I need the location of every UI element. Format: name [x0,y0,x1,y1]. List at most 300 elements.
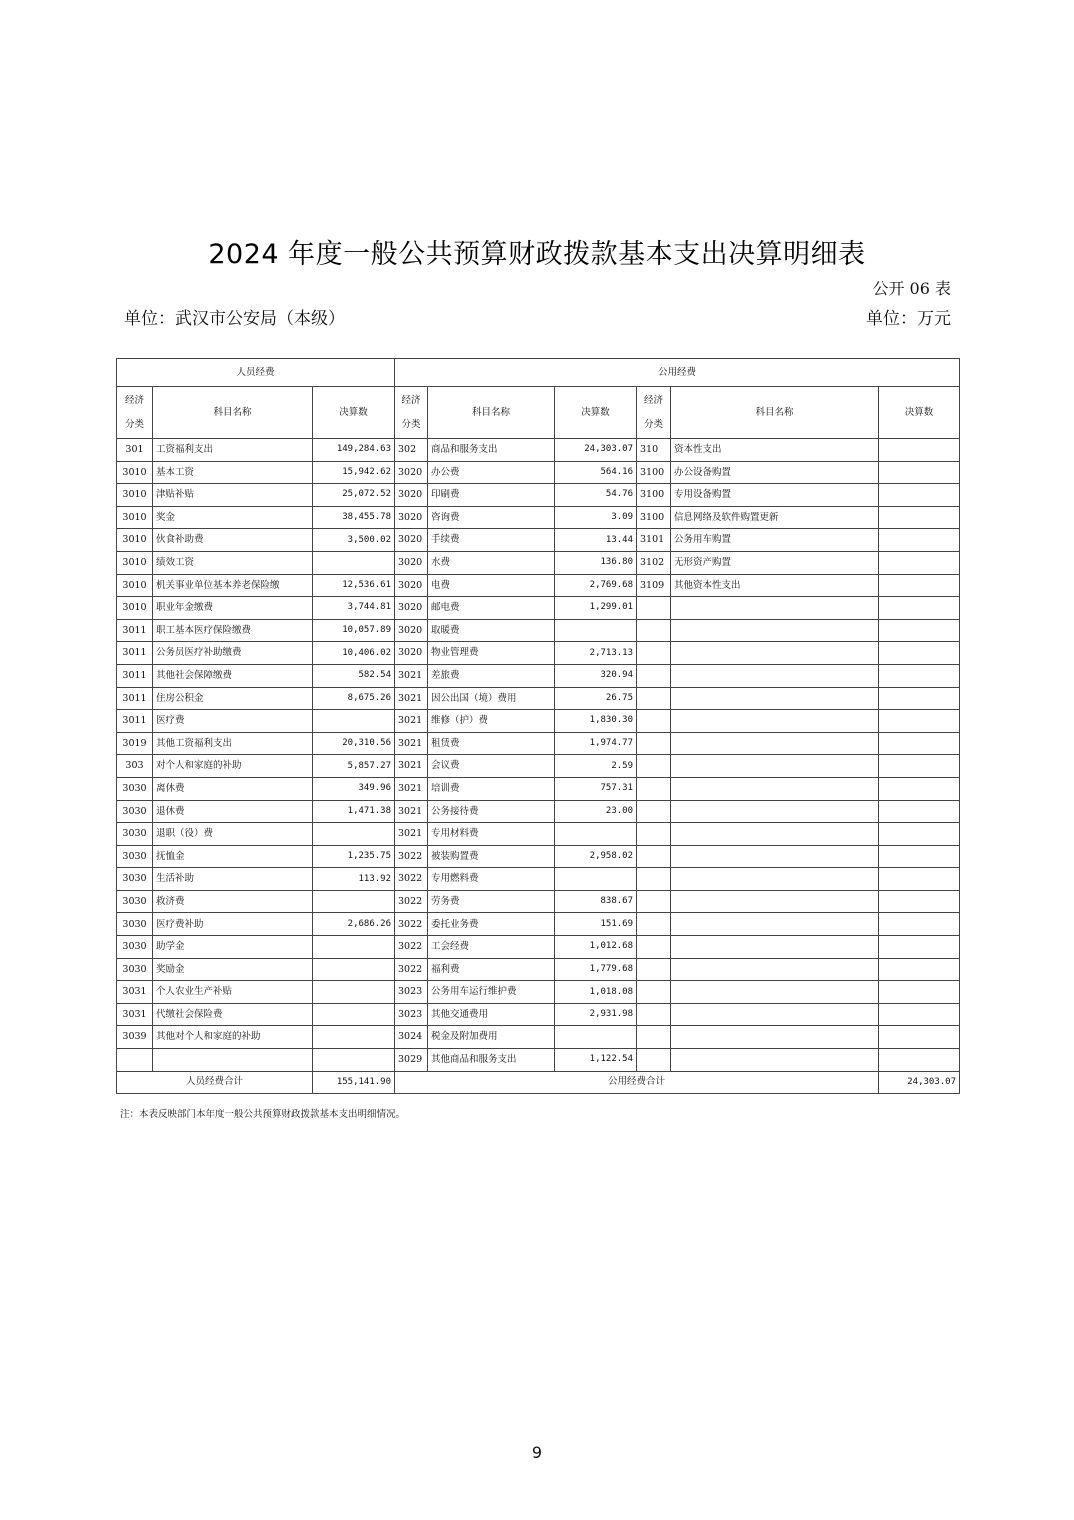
capital-code [637,777,671,800]
personnel-amount [313,1049,395,1072]
personnel-name: 医疗费补助 [153,913,313,936]
public-code: 3022 [395,890,428,913]
capital-code [637,936,671,959]
personnel-code: 3031 [117,981,153,1004]
capital-name [671,823,879,846]
public-amount: 136.80 [555,551,637,574]
personnel-name: 代缴社会保险费 [153,1003,313,1026]
public-name: 劳务费 [428,890,555,913]
public-amount: 1,122.54 [555,1049,637,1072]
personnel-code: 3011 [117,687,153,710]
public-code: 3022 [395,958,428,981]
capital-code [637,710,671,733]
personnel-amount: 20,310.56 [313,732,395,755]
personnel-name: 救济费 [153,890,313,913]
table-row [117,574,960,597]
public-name: 被装购置费 [428,845,555,868]
public-amount: 23.00 [555,800,637,823]
personnel-code: 3011 [117,642,153,665]
personnel-amount [313,1026,395,1049]
personnel-code: 3019 [117,732,153,755]
capital-code [637,664,671,687]
personnel-code: 3031 [117,1003,153,1026]
capital-code: 3102 [637,551,671,574]
public-name: 委托业务费 [428,913,555,936]
header-code: 经济 分类 [117,387,153,439]
personnel-code: 303 [117,755,153,778]
public-name: 福利费 [428,958,555,981]
personnel-amount: 1,471.38 [313,800,395,823]
capital-name [671,890,879,913]
public-name: 咨询费 [428,506,555,529]
public-code: 3020 [395,597,428,620]
personnel-amount [313,823,395,846]
public-code: 3021 [395,755,428,778]
public-amount: 2,958.02 [555,845,637,868]
capital-amount [879,1049,960,1072]
capital-amount [879,1003,960,1026]
header-name: 科目名称 [153,387,313,439]
public-code: 3024 [395,1026,428,1049]
capital-amount [879,755,960,778]
personnel-name: 医疗费 [153,710,313,733]
table-row [117,823,960,846]
public-name: 电费 [428,574,555,597]
public-code: 3020 [395,619,428,642]
table-row [117,936,960,959]
capital-code: 3109 [637,574,671,597]
capital-amount [879,461,960,484]
personnel-amount: 12,536.61 [313,574,395,597]
personnel-name: 助学金 [153,936,313,959]
personnel-amount: 10,406.02 [313,642,395,665]
table-row [117,913,960,936]
header-amount: 决算数 [313,387,395,439]
personnel-amount: 1,235.75 [313,845,395,868]
capital-name [671,958,879,981]
capital-name [671,800,879,823]
capital-name: 专用设备购置 [671,484,879,507]
capital-code: 3100 [637,461,671,484]
capital-amount [879,913,960,936]
public-code: 3023 [395,981,428,1004]
personnel-name: 住房公积金 [153,687,313,710]
capital-name: 其他资本性支出 [671,574,879,597]
public-code: 3020 [395,551,428,574]
section-public: 公用经费 [395,359,960,387]
personnel-name: 其他社会保障缴费 [153,664,313,687]
public-name: 差旅费 [428,664,555,687]
personnel-amount: 3,744.81 [313,597,395,620]
personnel-code: 3010 [117,551,153,574]
capital-amount [879,800,960,823]
capital-code [637,597,671,620]
capital-amount [879,845,960,868]
public-total-label: 公用经费合计 [395,1071,879,1093]
personnel-code: 3011 [117,710,153,733]
public-amount: 151.69 [555,913,637,936]
table-row [117,1049,960,1072]
public-name: 其他商品和服务支出 [428,1049,555,1072]
capital-name [671,664,879,687]
expenditure-detail-table [116,358,960,1094]
personnel-code: 3010 [117,484,153,507]
personnel-name: 其他工资福利支出 [153,732,313,755]
capital-name [671,1003,879,1026]
capital-amount [879,823,960,846]
table-row [117,868,960,891]
section-personnel: 人员经费 [117,359,395,387]
personnel-amount: 2,686.26 [313,913,395,936]
personnel-code: 3030 [117,777,153,800]
personnel-code: 3030 [117,958,153,981]
personnel-amount [313,710,395,733]
table-number: 公开 06 表 [872,279,951,298]
capital-code [637,642,671,665]
personnel-amount [313,890,395,913]
capital-name: 办公设备购置 [671,461,879,484]
capital-amount [879,687,960,710]
capital-code [637,981,671,1004]
personnel-name: 职业年金缴费 [153,597,313,620]
header-name: 科目名称 [671,387,879,439]
personnel-amount [313,981,395,1004]
public-amount: 54.76 [555,484,637,507]
personnel-amount: 113.92 [313,868,395,891]
personnel-amount [313,936,395,959]
personnel-code: 3030 [117,913,153,936]
table-row [117,958,960,981]
capital-name [671,755,879,778]
public-name: 税金及附加费用 [428,1026,555,1049]
header-name: 科目名称 [428,387,555,439]
capital-name: 资本性支出 [671,439,879,462]
personnel-code: 3039 [117,1026,153,1049]
public-name: 租赁费 [428,732,555,755]
totals-row [117,1071,960,1093]
public-amount: 1,299.01 [555,597,637,620]
capital-code [637,890,671,913]
public-total-value: 24,303.07 [879,1071,960,1093]
public-name: 因公出国（境）费用 [428,687,555,710]
table-row [117,777,960,800]
capital-name [671,597,879,620]
personnel-name: 职工基本医疗保险缴费 [153,619,313,642]
public-code: 3020 [395,529,428,552]
table-row [117,687,960,710]
personnel-code: 301 [117,439,153,462]
personnel-code: 3010 [117,506,153,529]
personnel-amount [313,958,395,981]
public-name: 邮电费 [428,597,555,620]
capital-code [637,619,671,642]
public-code: 3023 [395,1003,428,1026]
capital-code [637,823,671,846]
public-code: 3021 [395,710,428,733]
capital-name: 无形资产购置 [671,551,879,574]
public-code: 3021 [395,777,428,800]
public-name: 专用燃料费 [428,868,555,891]
public-amount: 1,974.77 [555,732,637,755]
table-row [117,529,960,552]
personnel-name: 离休费 [153,777,313,800]
public-name: 手续费 [428,529,555,552]
public-code: 3020 [395,642,428,665]
capital-amount [879,574,960,597]
personnel-amount: 349.96 [313,777,395,800]
capital-name [671,687,879,710]
public-amount: 757.31 [555,777,637,800]
capital-amount [879,484,960,507]
table-row [117,800,960,823]
table-row [117,439,960,462]
public-code: 3020 [395,484,428,507]
table-row [117,484,960,507]
public-name: 工会经费 [428,936,555,959]
personnel-code [117,1049,153,1072]
footnote: 注：本表反映部门本年度一般公共预算财政拨款基本支出明细情况。 [120,1109,406,1120]
public-amount [555,823,637,846]
public-code: 3022 [395,936,428,959]
public-amount [555,619,637,642]
capital-name [671,868,879,891]
public-name: 公务用车运行维护费 [428,981,555,1004]
personnel-name: 退休费 [153,800,313,823]
capital-name [671,981,879,1004]
capital-code [637,1049,671,1072]
public-name: 会议费 [428,755,555,778]
personnel-name: 奖金 [153,506,313,529]
public-code: 3021 [395,823,428,846]
capital-amount [879,597,960,620]
public-amount [555,868,637,891]
capital-name [671,619,879,642]
personnel-name: 公务员医疗补助缴费 [153,642,313,665]
capital-code [637,958,671,981]
public-amount: 2,713.13 [555,642,637,665]
public-name: 培训费 [428,777,555,800]
public-amount: 2,931.98 [555,1003,637,1026]
public-name: 公务接待费 [428,800,555,823]
table-row [117,551,960,574]
capital-name [671,732,879,755]
table-row [117,506,960,529]
capital-code [637,845,671,868]
table-row [117,732,960,755]
personnel-name: 个人农业生产补贴 [153,981,313,1004]
public-amount: 2.59 [555,755,637,778]
personnel-code: 3030 [117,845,153,868]
capital-amount [879,732,960,755]
personnel-name: 奖励金 [153,958,313,981]
public-name: 维修（护）费 [428,710,555,733]
capital-amount [879,710,960,733]
capital-code: 3100 [637,506,671,529]
personnel-amount: 10,057.89 [313,619,395,642]
capital-amount [879,981,960,1004]
personnel-code: 3010 [117,529,153,552]
personnel-amount: 5,857.27 [313,755,395,778]
capital-code [637,913,671,936]
personnel-code: 3030 [117,823,153,846]
capital-amount [879,958,960,981]
capital-code: 3101 [637,529,671,552]
public-code: 3020 [395,574,428,597]
personnel-name: 工资福利支出 [153,439,313,462]
personnel-code: 3030 [117,868,153,891]
public-code: 3021 [395,687,428,710]
personnel-code: 3030 [117,936,153,959]
page-number: 9 [531,1443,543,1462]
public-amount: 1,830.30 [555,710,637,733]
public-amount: 3.09 [555,506,637,529]
section-header-row [117,359,960,387]
capital-amount [879,439,960,462]
personnel-name: 生活补助 [153,868,313,891]
personnel-name: 基本工资 [153,461,313,484]
public-code: 302 [395,439,428,462]
capital-amount [879,936,960,959]
public-amount: 564.16 [555,461,637,484]
capital-amount [879,619,960,642]
personnel-name: 绩效工资 [153,551,313,574]
public-name: 专用材料费 [428,823,555,846]
public-name: 商品和服务支出 [428,439,555,462]
personnel-code: 3030 [117,800,153,823]
personnel-name: 伙食补助费 [153,529,313,552]
capital-name [671,913,879,936]
public-code: 3022 [395,913,428,936]
personnel-code: 3010 [117,597,153,620]
header-amount: 决算数 [555,387,637,439]
public-code: 3021 [395,732,428,755]
personnel-code: 3011 [117,664,153,687]
page-title: 2024 年度一般公共预算财政拨款基本支出决算明细表 [208,239,866,270]
personnel-amount [313,1003,395,1026]
personnel-code: 3011 [117,619,153,642]
public-amount: 2,769.68 [555,574,637,597]
capital-name: 信息网络及软件购置更新 [671,506,879,529]
public-name: 其他交通费用 [428,1003,555,1026]
public-code: 3021 [395,800,428,823]
public-amount: 13.44 [555,529,637,552]
capital-amount [879,529,960,552]
personnel-amount: 38,455.78 [313,506,395,529]
public-amount: 1,018.08 [555,981,637,1004]
table-row [117,619,960,642]
capital-amount [879,551,960,574]
table-row [117,1003,960,1026]
public-amount [555,1026,637,1049]
capital-amount [879,642,960,665]
personnel-amount [313,551,395,574]
header-code: 经济 分类 [395,387,428,439]
personnel-name: 其他对个人和家庭的补助 [153,1026,313,1049]
public-code: 3029 [395,1049,428,1072]
capital-name [671,1026,879,1049]
public-amount: 320.94 [555,664,637,687]
capital-code [637,687,671,710]
personnel-name [153,1049,313,1072]
public-amount: 26.75 [555,687,637,710]
personnel-amount: 25,072.52 [313,484,395,507]
table-row [117,710,960,733]
capital-name [671,845,879,868]
currency-unit: 单位：万元 [866,309,951,329]
public-amount: 1,012.68 [555,936,637,959]
public-amount: 24,303.07 [555,439,637,462]
capital-code [637,1003,671,1026]
table-row [117,664,960,687]
personnel-total-label: 人员经费合计 [117,1071,313,1093]
public-name: 水费 [428,551,555,574]
capital-amount [879,868,960,891]
capital-code [637,800,671,823]
personnel-code: 3010 [117,574,153,597]
header-code: 经济 分类 [637,387,671,439]
capital-code [637,755,671,778]
public-code: 3022 [395,845,428,868]
personnel-code: 3010 [117,461,153,484]
capital-code [637,732,671,755]
personnel-amount: 8,675.26 [313,687,395,710]
public-amount: 1,779.68 [555,958,637,981]
public-code: 3020 [395,461,428,484]
public-code: 3020 [395,506,428,529]
public-name: 办公费 [428,461,555,484]
public-name: 物业管理费 [428,642,555,665]
capital-amount [879,1026,960,1049]
capital-amount [879,890,960,913]
personnel-total-value: 155,141.90 [313,1071,395,1093]
capital-name: 公务用车购置 [671,529,879,552]
capital-amount [879,664,960,687]
public-code: 3022 [395,868,428,891]
capital-amount [879,506,960,529]
column-header-row [117,387,960,439]
capital-amount [879,777,960,800]
header-amount: 决算数 [879,387,960,439]
personnel-name: 抚恤金 [153,845,313,868]
personnel-amount: 149,284.63 [313,439,395,462]
personnel-name: 津贴补贴 [153,484,313,507]
reporting-unit: 单位：武汉市公安局（本级） [124,309,345,329]
public-code: 3021 [395,664,428,687]
public-name: 取暖费 [428,619,555,642]
personnel-name: 退职（役）费 [153,823,313,846]
personnel-amount: 582.54 [313,664,395,687]
table-row [117,597,960,620]
table-row [117,845,960,868]
capital-name [671,642,879,665]
capital-name [671,777,879,800]
capital-name [671,710,879,733]
personnel-code: 3030 [117,890,153,913]
capital-name [671,936,879,959]
table-row [117,642,960,665]
table-row [117,461,960,484]
personnel-name: 对个人和家庭的补助 [153,755,313,778]
table-row [117,981,960,1004]
table-row [117,1026,960,1049]
personnel-amount: 15,942.62 [313,461,395,484]
personnel-name: 机关事业单位基本养老保险缴 [153,574,313,597]
table-row [117,755,960,778]
public-amount: 838.67 [555,890,637,913]
table-row [117,890,960,913]
capital-code [637,868,671,891]
personnel-amount: 3,500.02 [313,529,395,552]
